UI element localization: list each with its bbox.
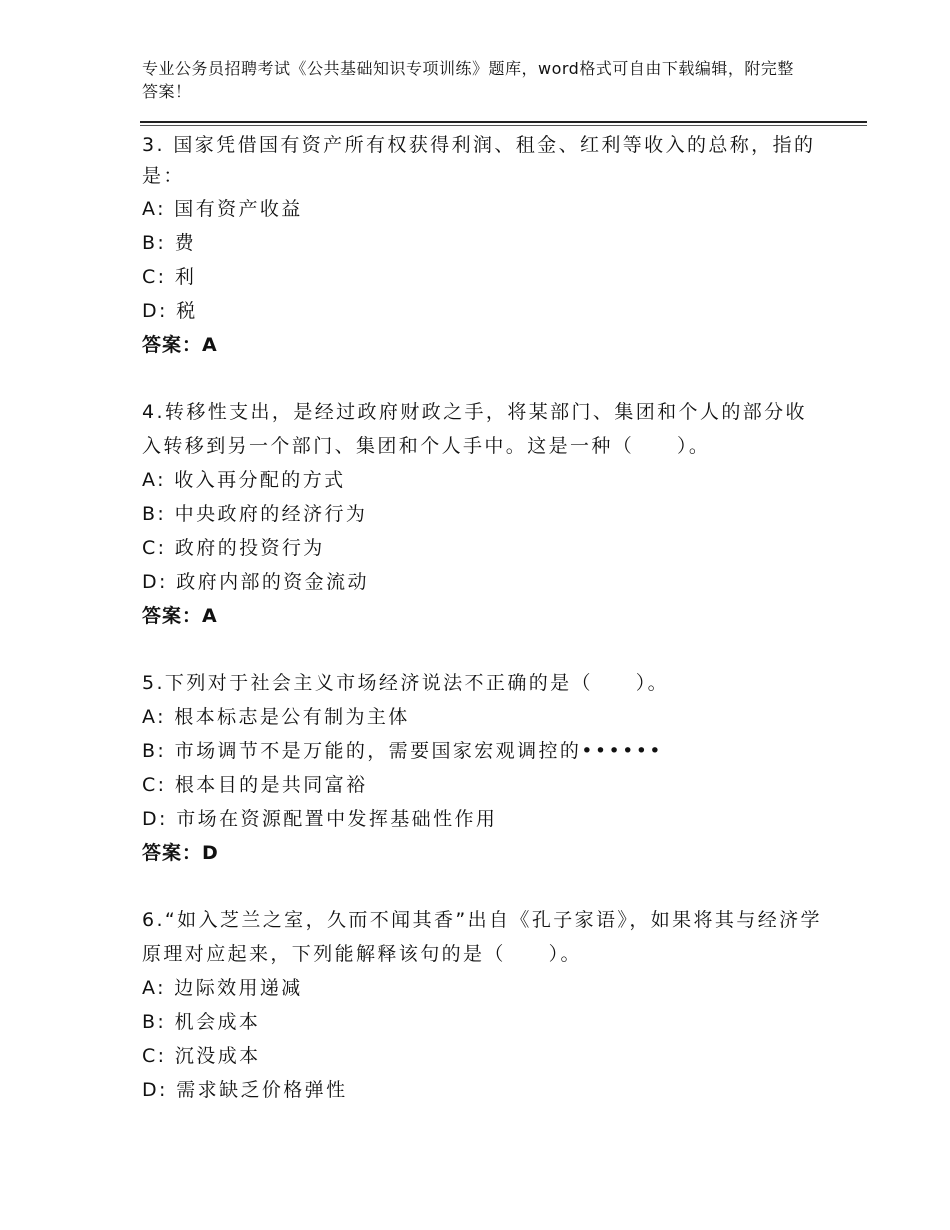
option-d: D: 政府内部的资金流动 [142, 571, 369, 593]
question-stem: 3. 国家凭借国有资产所有权获得利润、租金、红利等收入的总称，指的是： [142, 134, 816, 187]
question-stem: 5.下列对于社会主义市场经济说法不正确的是（ ）。 [142, 672, 670, 694]
option-b: B: 机会成本 [142, 1011, 261, 1033]
option-a: A: 根本标志是公有制为主体 [142, 706, 410, 728]
question-stem: 6.“如入芝兰之室，久而不闻其香”出自《孔子家语》，如果将其与经济学原理对应起来，下列能解释该句的是（ ）。 [142, 909, 822, 965]
option-c: C: 政府的投资行为 [142, 537, 325, 559]
question-3 [142, 130, 822, 362]
option-b: B: 市场调节不是万能的，需要国家宏观调控的•••••• [142, 740, 663, 762]
page-header: 专业公务员招聘考试《公共基础知识专项训练》题库，word格式可自由下载编辑，附完整答案！ [142, 59, 794, 101]
option-a: A: 收入再分配的方式 [142, 469, 346, 491]
question-list [142, 128, 822, 1107]
option-c: C: 沉没成本 [142, 1045, 261, 1067]
option-a: A: 国有资产收益 [142, 198, 303, 220]
header-rule-thin [140, 125, 867, 126]
answer: 答案：A [142, 605, 218, 627]
answer: 答案：A [142, 334, 218, 356]
option-c: C: 根本目的是共同富裕 [142, 774, 368, 796]
question-4 [142, 395, 822, 633]
option-b: B: 中央政府的经济行为 [142, 503, 368, 525]
option-a: A: 边际效用递减 [142, 977, 303, 999]
option-b: B: 费 [142, 232, 197, 254]
option-c: C: 利 [142, 266, 197, 288]
question-stem: 4.转移性支出，是经过政府财政之手，将某部门、集团和个人的部分收入转移到另一个部门、集团和个人手中。这是一种（ ）。 [142, 401, 807, 457]
option-d: D: 需求缺乏价格弹性 [142, 1079, 348, 1101]
header-rule-thick [140, 121, 867, 123]
question-6 [142, 903, 822, 1107]
option-d: D: 税 [142, 300, 198, 322]
question-5 [142, 666, 822, 870]
answer: 答案：D [142, 842, 219, 864]
option-d: D: 市场在资源配置中发挥基础性作用 [142, 808, 498, 830]
